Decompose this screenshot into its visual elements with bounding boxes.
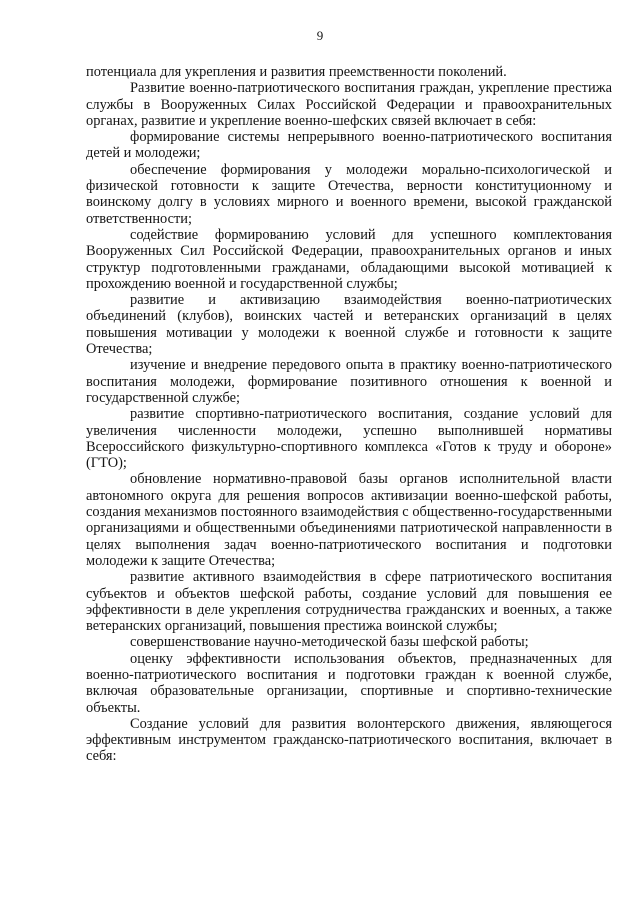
list-item: развитие спортивно-патриотического воспитания, создание условий для увеличения численности молодежи, успешно выполнившей нормативы Всероссийского физкультурно-спортивного комплекса «Готов к труду и обороне» (ГТО); <box>86 406 612 472</box>
document-body <box>86 64 612 765</box>
paragraph: Создание условий для развития волонтерского движения, являющегося эффективным инструментом гражданско-патриотического воспитания, включает в себя: <box>86 715 612 765</box>
list-item: развитие активного взаимодействия в сфере патриотического воспитания субъектов и объектов шефской работы, создание условий для повышения ее эффективности в деле укрепления сотрудничества гражданских и военных, а также ветеранских организаций, повышения престижа воинской службы; <box>86 569 612 635</box>
list-item: изучение и внедрение передового опыта в практику военно-патриотического воспитания молодежи, формирование позитивного отношения к военной и государственной службе; <box>86 357 612 406</box>
page-number: 9 <box>316 28 324 43</box>
list-item: обновление нормативно-правовой базы органов исполнительной власти автономного округа для решения вопросов активизации военно-шефской работы, создания механизмов постоянного взаимодействия с общественно-государственными организациями и общественными объединениями патриотической направленности в целях выполнения задач военно-патриотического воспитания и подготовки молодежи к защите Отечества; <box>86 471 612 569</box>
paragraph: Развитие военно-патриотического воспитания граждан, укрепление престижа службы в Вооруженных Силах Российской Федерации и правоохранительных органах, развитие и укрепление военно-шефских связей включает в себя: <box>86 80 612 129</box>
list-item: формирование системы непрерывного военно-патриотического воспитания детей и молодежи; <box>86 129 612 162</box>
list-item: содействие формированию условий для успешного комплектования Вооруженных Сил Российской Федерации, правоохранительных органов и иных структур подготовленными гражданами, обладающими высокой мотивацией к прохождению военной и государственной службы; <box>86 226 612 292</box>
paragraph: потенциала для укрепления и развития преемственности поколений. <box>86 64 507 80</box>
list-item: совершенствование научно-методической базы шефской работы; <box>130 634 529 651</box>
list-item: оценку эффективности использования объектов, предназначенных для военно-патриотического воспитания и подготовки граждан к военной службе, включая образовательные организации, спортивные и спортивно-технические объекты. <box>86 650 612 716</box>
list-item: обеспечение формирования у молодежи морально-психологической и физической готовности к защите Отечества, верности конституционному и воинскому долгу в условиях мирного и военного времени, высокой гражданской ответственности; <box>86 161 612 227</box>
list-item: развитие и активизацию взаимодействия военно-патриотических объединений (клубов), воинских частей и ветеранских организаций в целях повышения мотивации у молодежи к военной службе и готовности к защите Отечества; <box>86 292 612 358</box>
